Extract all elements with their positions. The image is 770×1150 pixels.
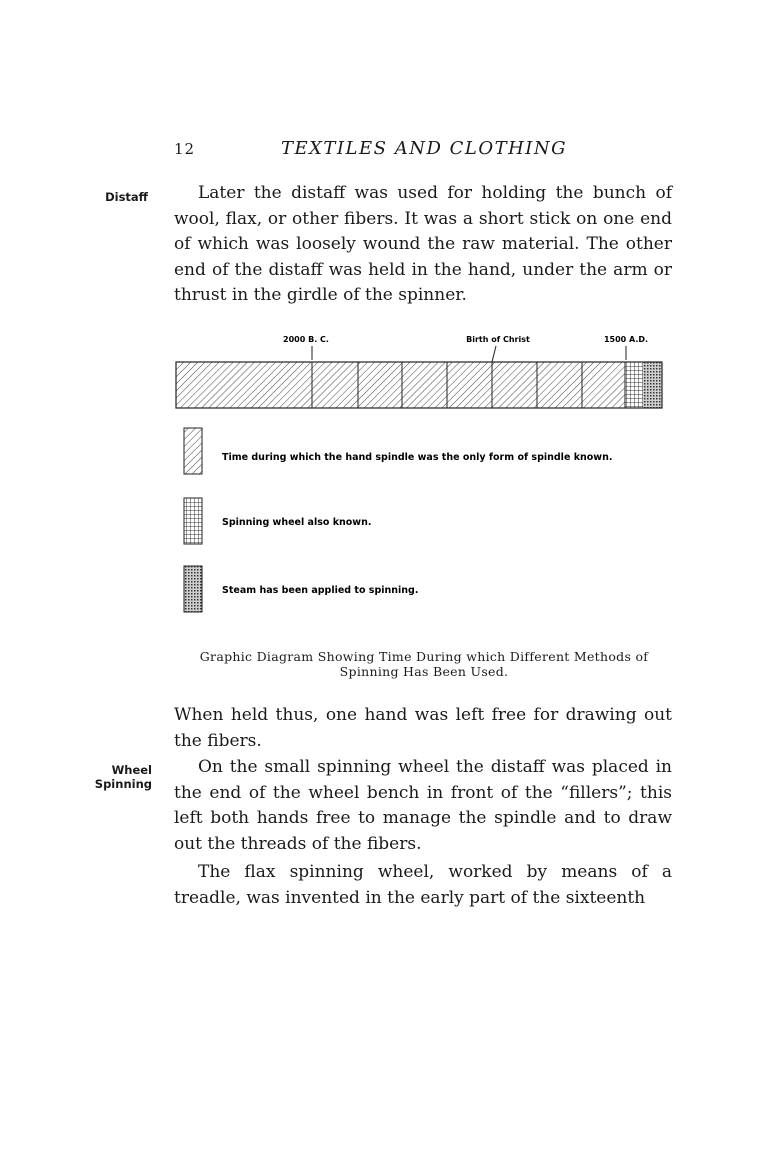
tick-birth-of-christ: [492, 346, 496, 362]
sidenote-distaff: Distaff: [105, 190, 148, 204]
paragraph-flax-wheel: [174, 860, 672, 911]
paragraph-held-thus: [174, 703, 672, 754]
running-title: TEXTILES AND CLOTHING: [280, 138, 568, 159]
sidenote-spinning: Spinning: [94, 777, 152, 791]
spinning-timeline-diagram: [170, 326, 670, 616]
label-2000-bc: 2000 B. C.: [283, 335, 329, 344]
label-1500-ad: 1500 A.D.: [603, 335, 649, 344]
paragraph-text: On the small spinning wheel the distaff was placed in the end of the wheel bench in front of the “fillers”; this left both hands free to manage the spindle and to draw out the threads of the fibers.: [174, 757, 672, 854]
paragraph-text: Later the distaff was used for holding the bunch of wool, flax, or other fibers. It was a short stick on one end of which was loosely wound the raw material. The other end of the distaff was held in the hand, under the arm or thrust in the girdle of the spinner.: [174, 183, 672, 305]
page-number: 12: [174, 140, 196, 158]
legend-swatch-spinning-wheel: [184, 498, 202, 544]
paragraph-text: The flax spinning wheel, worked by means of a treadle, was invented in the early part of the sixteenth: [174, 862, 672, 908]
paragraph-distaff: [174, 181, 672, 309]
diagram-caption: [174, 649, 674, 679]
paragraph-text: When held thus, one hand was left free for drawing out the fibers.: [174, 705, 672, 751]
caption-line-1: Graphic Diagram Showing Time During which Different Methods of: [199, 649, 649, 664]
legend-hand-spindle: Time during which the hand spindle was the only form of spindle known.: [222, 452, 613, 463]
steam-segment: [643, 362, 662, 408]
running-head: [174, 138, 674, 164]
label-birth-of-christ: Birth of Christ: [466, 335, 530, 344]
legend-swatch-steam: [184, 566, 202, 612]
legend-swatch-hand-spindle: [184, 428, 202, 474]
hand-spindle-segment: [176, 362, 625, 408]
legend-steam: Steam has been applied to spinning.: [222, 585, 419, 596]
sidenote-wheel-spinning: [80, 763, 152, 791]
sidenote-wheel: Wheel: [111, 763, 152, 777]
paragraph-small-wheel: [174, 755, 672, 857]
caption-line-2: Spinning Has Been Used.: [339, 664, 509, 679]
legend-spinning-wheel: Spinning wheel also known.: [222, 517, 372, 528]
spinning-wheel-segment: [625, 362, 643, 408]
timeline-bar: [176, 362, 662, 408]
